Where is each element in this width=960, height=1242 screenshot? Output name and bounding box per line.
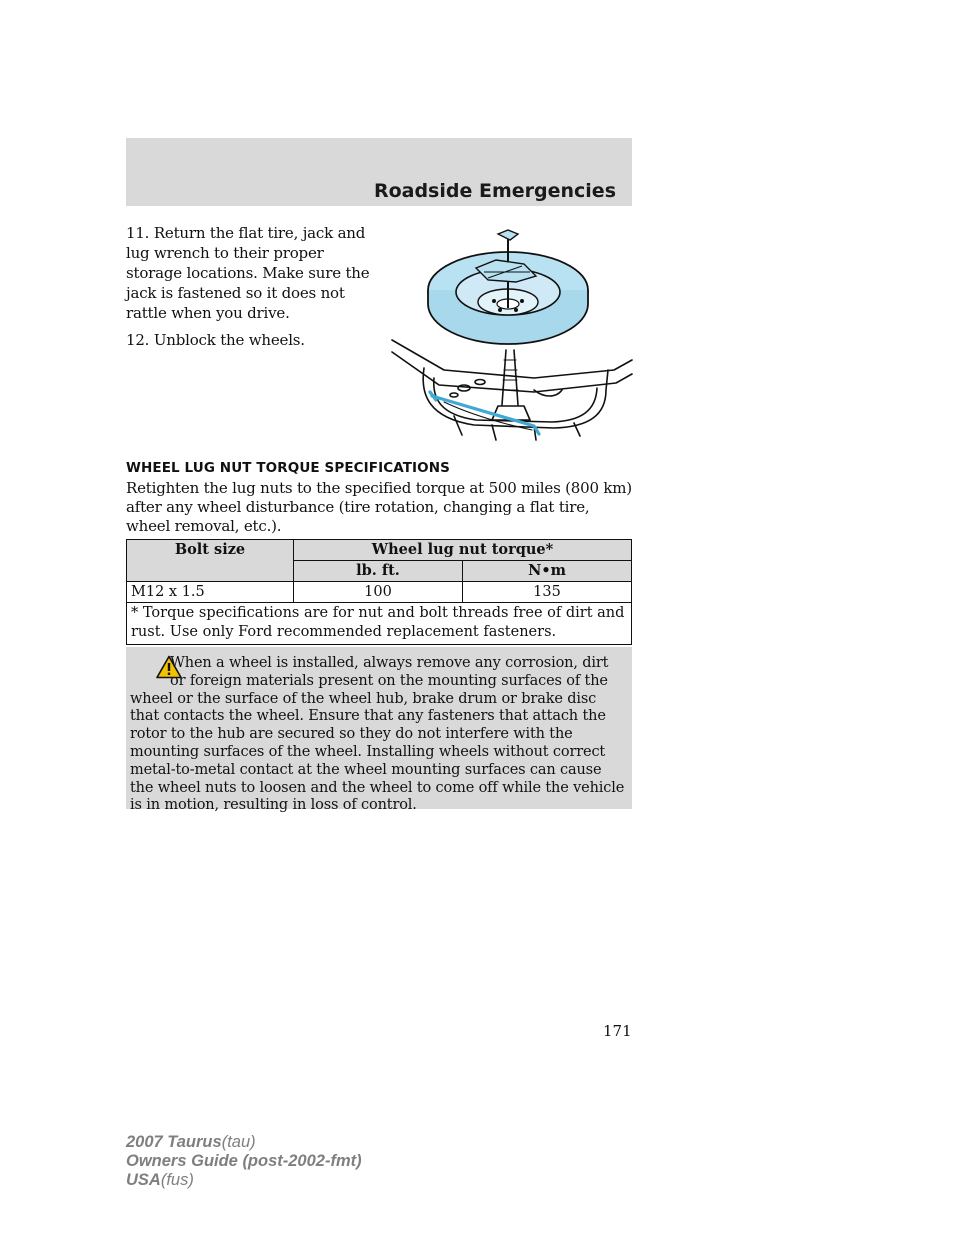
section-intro: Retighten the lug nuts to the specified torque at 500 miles (800 km) after any wheel disturbance (tire rotation, changing a flat tire, wheel removal, etc.). <box>126 479 632 535</box>
table-footnote-row <box>127 603 632 645</box>
footer-model: 2007 Taurus <box>126 1133 222 1151</box>
footer-market: USA <box>126 1171 161 1189</box>
spare-tire-stowage-illustration <box>384 220 634 445</box>
footer-model-code: (tau) <box>221 1133 256 1151</box>
torque-spec-table <box>126 539 632 645</box>
col-bolt-size: Bolt size <box>127 540 294 582</box>
instruction-steps <box>126 223 384 357</box>
section-heading: WHEEL LUG NUT TORQUE SPECIFICATIONS <box>126 460 450 476</box>
footer-market-code: (fus) <box>160 1171 194 1189</box>
page-number: 171 <box>603 1022 632 1040</box>
section-title: Roadside Emergencies <box>373 180 616 202</box>
header-band <box>126 138 632 206</box>
cell-nm: 135 <box>463 582 632 603</box>
table-footnote: * Torque specifications are for nut and bolt threads free of dirt and rust. Use only Ford recommended replacement fasteners. <box>127 603 632 645</box>
col-torque: Wheel lug nut torque* <box>294 540 632 561</box>
footer-guide: Owners Guide (post-2002-fmt) <box>126 1152 362 1170</box>
unit-lbft: lb. ft. <box>294 561 463 582</box>
table-row <box>127 582 632 603</box>
cell-bolt: M12 x 1.5 <box>127 582 294 603</box>
table-header-row <box>127 540 632 561</box>
unit-nm: N•m <box>463 561 632 582</box>
step-11: 11. Return the flat tire, jack and lug wrench to their proper storage locations. Make sure the jack is fastened so it does not rattle when you drive. <box>126 224 370 322</box>
document-footer <box>126 1133 362 1190</box>
cell-lbft: 100 <box>294 582 463 603</box>
warning-text: When a wheel is installed, always remove any corrosion, dirt or foreign materials present on the mounting surfaces of the wheel or the surface of the wheel hub, brake drum or brake disc that contacts the wheel. Ensure that any fasteners that attach the rotor to the hub are secured so they do not interfere with the mounting surfaces of the wheel. Installing wheels without correct metal-to-metal contact at the wheel mounting surfaces can cause the wheel nuts to loosen and the wheel to come off while the vehicle is in motion, resulting in loss of control. <box>130 655 625 814</box>
warning-box <box>126 647 632 814</box>
step-12: 12. Unblock the wheels. <box>126 331 305 349</box>
